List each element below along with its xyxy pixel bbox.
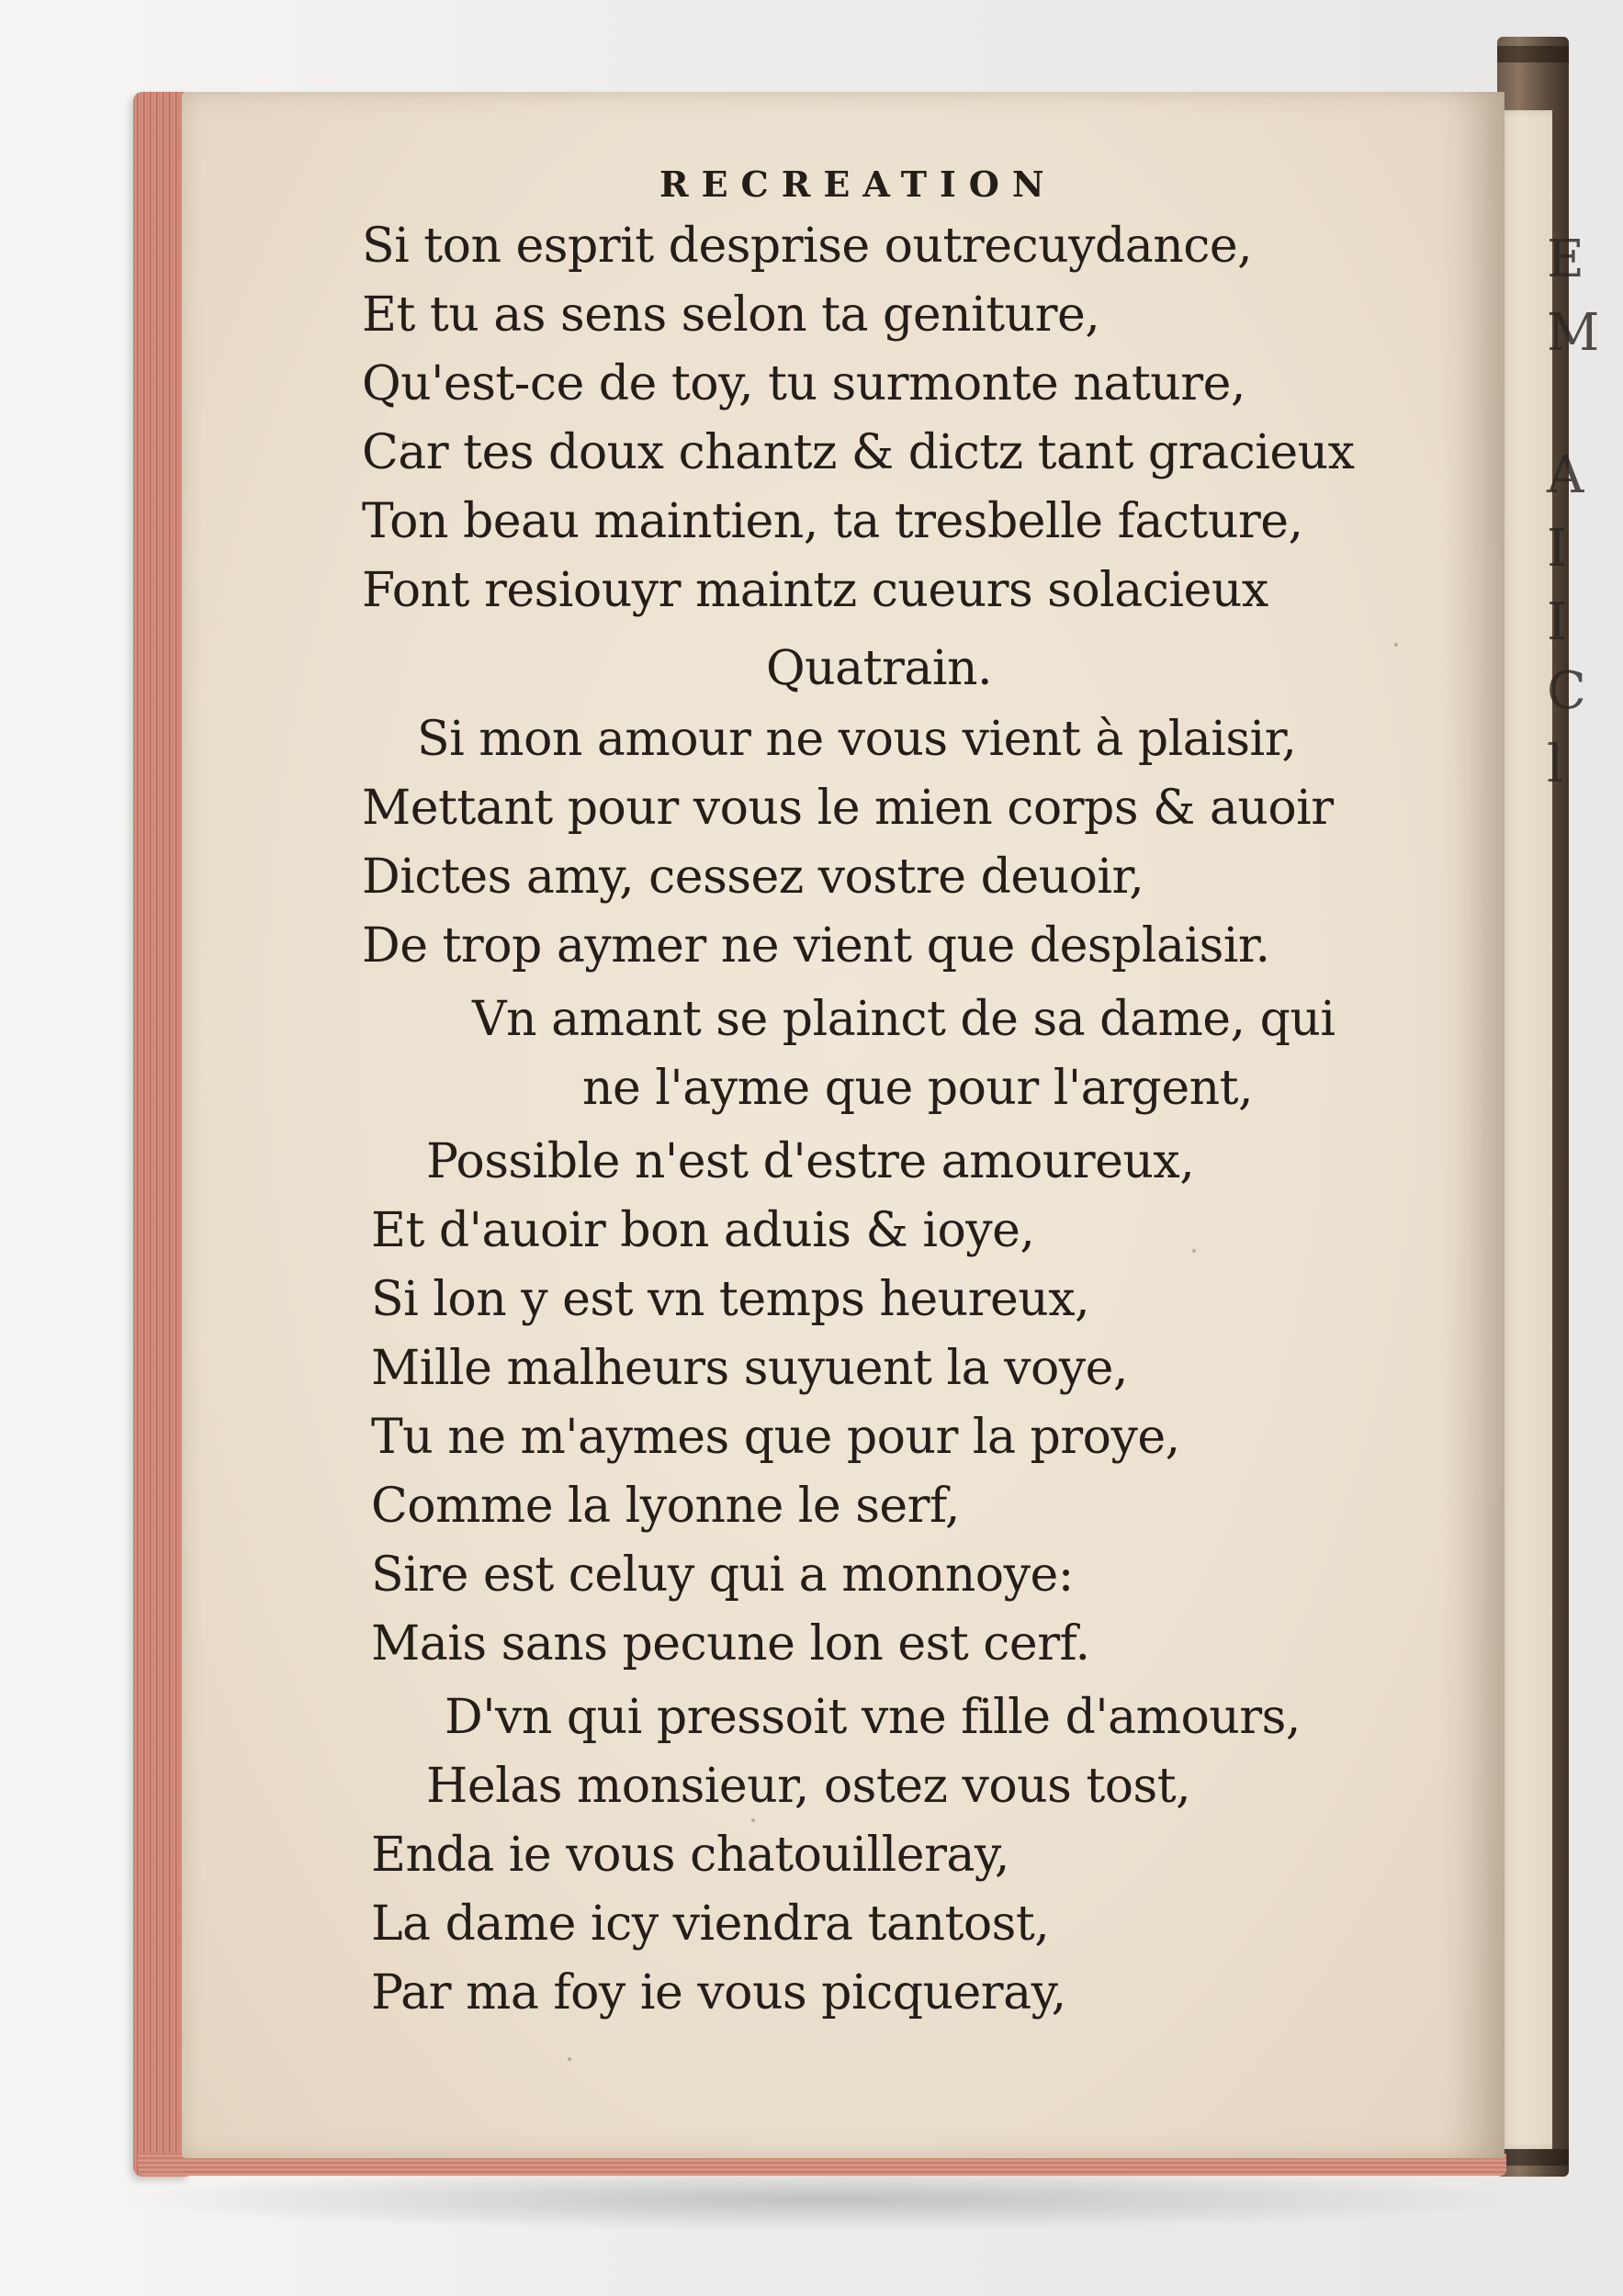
verse-line: La dame icy viendra tantost,: [371, 1896, 1050, 1952]
section-heading: D'vn qui pressoit vne fille d'amours,: [445, 1690, 1301, 1745]
verse-line: Par ma foy ie vous picqueray,: [371, 1965, 1066, 2020]
verse-line: Car tes doux chantz & dictz tant gracieux: [362, 425, 1355, 480]
verse-line: Mais sans pecune lon est cerf.: [371, 1616, 1090, 1671]
verse-line: Mille malheurs suyuent la voye,: [371, 1341, 1128, 1396]
verse-line: Sire est celuy qui a monnoye:: [371, 1548, 1074, 1603]
next-page-letter: C: [1547, 661, 1586, 721]
verse-line: Dictes amy, cessez vostre deuoir,: [362, 850, 1144, 905]
verse-line: Mettant pour vous le mien corps & auoir: [362, 781, 1334, 836]
verse-line: Et tu as sens selon ta geniture,: [362, 287, 1100, 343]
next-page-letter: M: [1547, 303, 1600, 363]
verse-line: Et d'auoir bon aduis & ioye,: [371, 1203, 1035, 1258]
page-fore-edge: [133, 92, 188, 2177]
book-page: [182, 92, 1505, 2158]
verse-line: Font resiouyr maintz cueurs solacieux: [362, 563, 1268, 618]
section-heading: ne l'ayme que pour l'argent,: [582, 1061, 1254, 1116]
running-head: RECREATION: [659, 163, 1057, 205]
verse-line: Helas monsieur, ostez vous tost,: [426, 1759, 1191, 1814]
next-page-letter: I: [1547, 519, 1568, 579]
verse-line: Qu'est-ce de toy, tu surmonte nature,: [362, 356, 1245, 411]
next-page-letter: E: [1547, 230, 1584, 289]
section-heading: Vn amant se plainct de sa dame, qui: [472, 992, 1336, 1047]
verse-line: Tu ne m'aymes que pour la proye,: [371, 1410, 1180, 1465]
section-heading: Quatrain.: [766, 641, 993, 696]
next-page-letter: A: [1547, 445, 1584, 505]
verse-line: Si lon y est vn temps heureux,: [371, 1272, 1090, 1327]
next-page-letter: I: [1547, 592, 1568, 652]
next-page-letter: l: [1547, 735, 1563, 794]
verse-line: Ton beau maintien, ta tresbelle facture,: [362, 494, 1303, 549]
verse-line: Possible n'est d'estre amoureux,: [426, 1134, 1195, 1189]
verse-line: Comme la lyonne le serf,: [371, 1479, 960, 1534]
verse-line: Si mon amour ne vous vient à plaisir,: [417, 712, 1297, 767]
book-shadow: [110, 2167, 1543, 2232]
verse-line: Si ton esprit desprise outrecuydance,: [362, 219, 1253, 274]
verse-line: De trop aymer ne vient que desplaisir.: [362, 918, 1270, 974]
verse-line: Enda ie vous chatouilleray,: [371, 1828, 1009, 1883]
